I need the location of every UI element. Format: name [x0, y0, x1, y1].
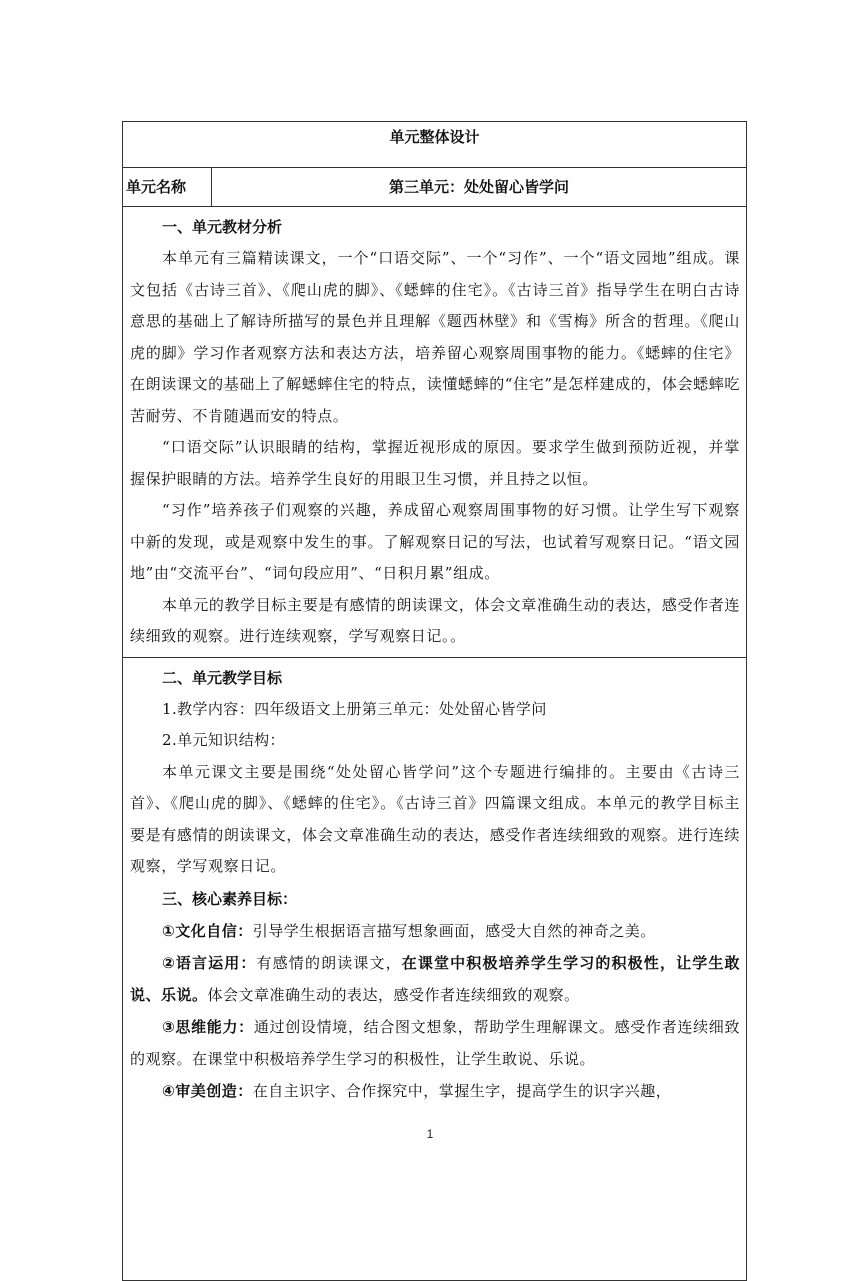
- analysis-paragraph: “口语交际”认识眼睛的结构，掌握近视形成的原因。要求学生做到预防近视，并掌握保护眼睛的方法。培养学生良好的用眼卫生习惯，并且持之以恒。: [130, 438, 740, 488]
- page-number: 1: [426, 1127, 434, 1141]
- section-heading-core-literacy: 三、核心素养目标：: [162, 889, 298, 908]
- teaching-content-item: 1.教学内容：四年级语文上册第三单元：处处留心皆学问: [162, 699, 547, 718]
- goal-item: [130, 915, 740, 947]
- analysis-paragraph: 本单元有三篇精读课文，一个“口语交际”、一个“习作”、一个“语文园地”组成。课文包括《古诗三首》、《爬山虎的脚》、《蟋蟀的住宅》。《古诗三首》指导学生在明白古诗意思的基础上了解诗所描写的景色并且理解《题西林壁》和《雪梅》所含的哲理。《爬山虎的脚》学习作者观察方法和表达方法，培养留心观察周围事物的能力。《蟋蟀的住宅》在朗读课文的基础上了解蟋蟀住宅的特点，读懂蟋蟀的“住宅”是怎样建成的，体会蟋蟀吃苦耐劳、不肯随遇而安的特点。: [130, 249, 740, 425]
- table-title: 单元整体设计: [123, 122, 747, 168]
- goal-text: 引导学生根据语言描写想象画面，感受大自然的神奇之美。: [252, 921, 656, 940]
- knowledge-structure-item: 2.单元知识结构：: [162, 731, 285, 749]
- analysis-paragraph: “习作”培养孩子们观察的兴趣，养成留心观察周围事物的好习惯。让学生写下观察中新的发现，或是观察中发生的事。了解观察日记的写法，也试着写观察日记。“语文园地”由“交流平台”、“词句段应用”、“日积月累”组成。: [130, 501, 740, 582]
- goal-item: [130, 947, 740, 1011]
- goal-text: 在自主识字、合作探究中，掌握生字，提高学生的识字兴趣，: [252, 1081, 672, 1100]
- goal-label: ②语言运用：: [162, 953, 257, 972]
- goal-text: 通过创设情境，结合图文想象，帮助学生理解课文。感受作者连续细致的观察。在课堂中积极培养学生学习的积极性，让学生敢说、乐说。: [130, 1017, 740, 1068]
- core-literacy-goals: [130, 915, 740, 1276]
- goal-emphasis: 在课堂中积极培养学生学习的积极性，让学生敢说、乐说。: [130, 953, 740, 1004]
- goal-tail: 体会文章准确生动的表达，感受作者连续细致的观察。: [207, 985, 580, 1004]
- goal-label: ①文化自信：: [162, 921, 253, 940]
- goal-text: 有感情的朗读课文，: [256, 953, 402, 972]
- teaching-goals-cell: [123, 657, 747, 1280]
- textbook-analysis-cell: [123, 207, 747, 658]
- unit-name-value: 第三单元：处处留心皆学问: [212, 168, 747, 207]
- analysis-paragraph: 本单元的教学目标主要是有感情的朗读课文，体会文章准确生动的表达，感受作者连续细致的观察。进行连续观察，学写观察日记。。: [130, 595, 740, 645]
- goal-label: ③思维能力：: [162, 1017, 254, 1036]
- knowledge-structure-paragraph: 本单元课文主要是围绕“处处留心皆学问”这个专题进行编排的。主要由《古诗三首》、《爬山虎的脚》、《蟋蟀的住宅》。《古诗三首》四篇课文组成。本单元的教学目标主要是有感情的朗读课文，体会文章准确生动的表达，感受作者连续细致的观察。进行连续观察，学写观察日记。: [130, 762, 740, 875]
- unit-design-table: [122, 121, 747, 1281]
- unit-name-label: 单元名称: [123, 168, 212, 207]
- goal-item: [130, 1011, 740, 1075]
- section-heading-analysis: 一、单元教材分析: [162, 218, 283, 236]
- goal-label: ④审美创造：: [162, 1081, 253, 1100]
- section-heading-goals: 二、单元教学目标: [162, 668, 283, 687]
- goal-item: [130, 1075, 740, 1107]
